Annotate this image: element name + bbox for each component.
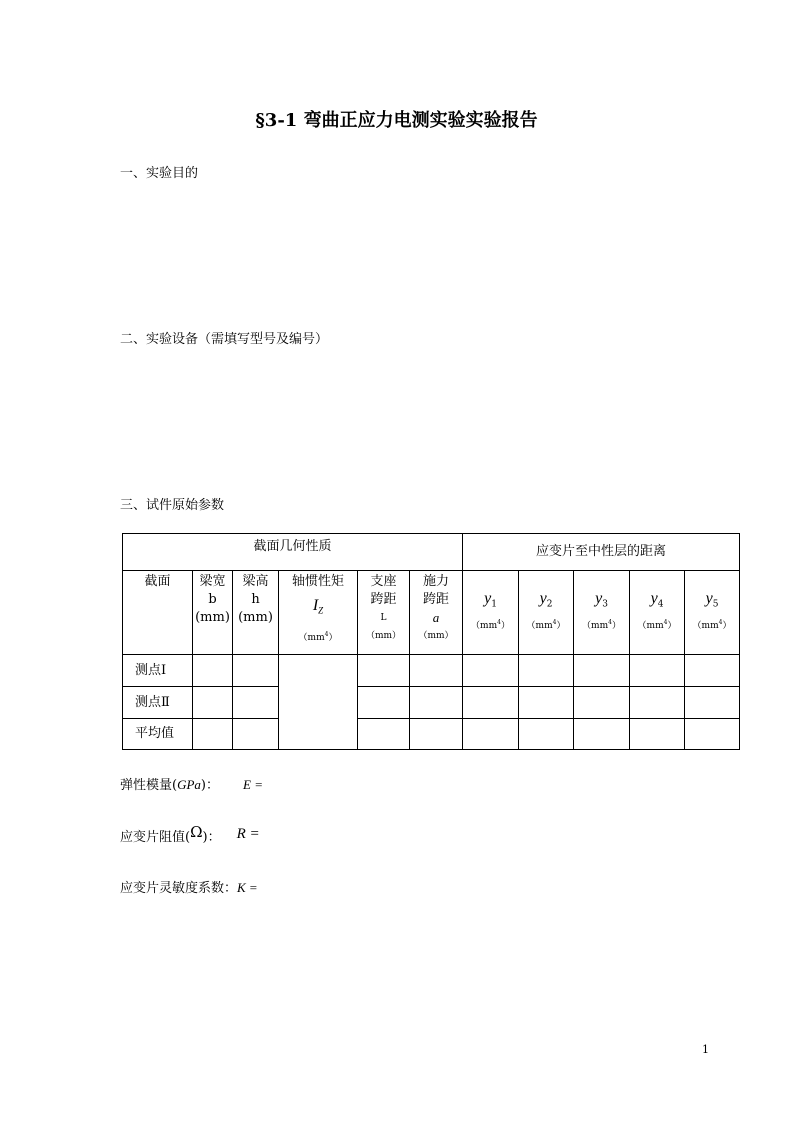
section-purpose: 一、实验目的 [120,166,199,181]
group-header-gauge-distance: 应变片至中性层的距离 [463,534,740,571]
table-cell[interactable] [685,655,740,687]
gauge-resistance-line: 应变片阻值(Ω)： R = [120,823,260,845]
table-cell[interactable] [519,655,574,687]
header-y5: $y_5$ $(mm^4)$ [685,571,740,655]
table-cell[interactable] [358,687,410,719]
gauge-factor-line: 应变片灵敏度系数：K = [120,880,258,896]
header-y4: $y_4$ $(mm^4)$ [630,571,685,655]
table-cell[interactable] [410,719,463,750]
table-cell[interactable] [193,687,233,719]
page-number: 1 [702,1043,709,1056]
table-cell[interactable] [463,687,519,719]
table-cell[interactable] [463,655,519,687]
header-section: 截面 [123,571,193,655]
table-cell[interactable] [233,719,279,750]
page-title: §3-1 弯曲正应力电测实验实验报告 [255,110,538,131]
table-cell[interactable] [685,719,740,750]
table-cell[interactable] [233,655,279,687]
elastic-modulus-line: 弹性模量(GPa)： E = [120,777,263,793]
row-label: 测点Ⅱ [123,687,193,719]
table-cell[interactable] [519,687,574,719]
table-cell[interactable] [630,719,685,750]
table-row [123,687,740,719]
table-row [123,655,740,687]
table-cell[interactable] [193,655,233,687]
table-cell[interactable] [410,687,463,719]
table-cell[interactable] [519,719,574,750]
header-load-span: 施力 跨距 a （mm） [410,571,463,655]
header-support-span: 支座 跨距 L （mm） [358,571,410,655]
header-width: 梁宽 b (mm) [193,571,233,655]
header-moment-of-inertia: 轴惯性矩 $I_Z$ $(mm^4)$ [279,571,358,655]
group-header-geometry: 截面几何性质 [123,534,463,571]
specimen-parameters-table [122,533,740,750]
table-cell[interactable] [574,687,630,719]
table-cell[interactable] [685,687,740,719]
section-equipment: 二、实验设备（需填写型号及编号） [120,332,329,347]
table-cell[interactable] [574,719,630,750]
table-cell-iz[interactable] [279,655,358,750]
header-height: 梁高 h (mm) [233,571,279,655]
table-cell[interactable] [630,687,685,719]
table-cell[interactable] [233,687,279,719]
header-y3: $y_3$ $(mm^4)$ [574,571,630,655]
table-cell[interactable] [358,719,410,750]
table-cell[interactable] [193,719,233,750]
row-label: 测点Ⅰ [123,655,193,687]
header-y1: $y_1$ $(mm^4)$ [463,571,519,655]
section-parameters: 三、试件原始参数 [120,498,225,513]
table-cell[interactable] [410,655,463,687]
table-cell[interactable] [463,719,519,750]
table-row [123,719,740,750]
table-cell[interactable] [574,655,630,687]
header-y2: $y_2$ $(mm^4)$ [519,571,574,655]
row-label: 平均值 [123,719,193,750]
table-cell[interactable] [358,655,410,687]
table-cell[interactable] [630,655,685,687]
